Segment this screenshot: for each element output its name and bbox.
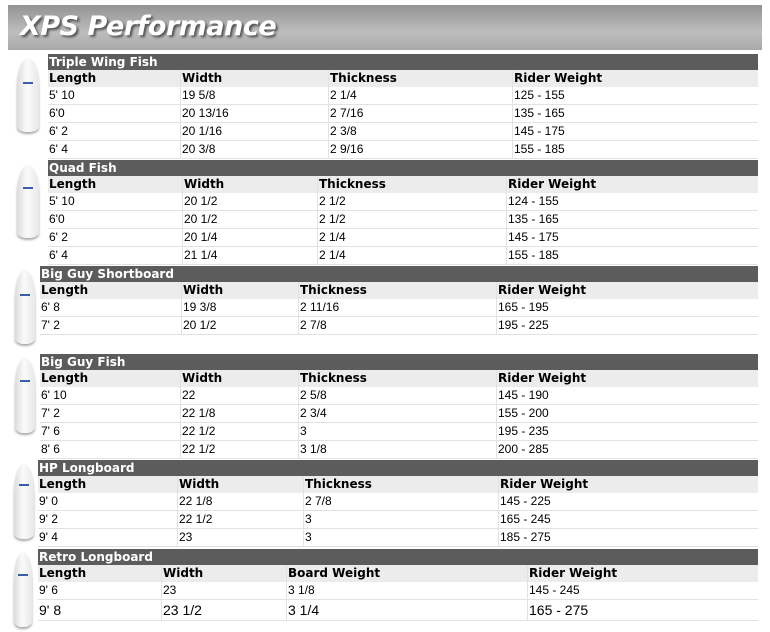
table-row — [48, 123, 758, 141]
table-cell: 20 1/16 — [180, 123, 328, 140]
table-cell: 145 - 175 — [512, 123, 758, 140]
table-cell: 3 1/8 — [298, 441, 496, 458]
table-cell: 6' 4 — [49, 248, 68, 262]
section-title: Retro Longboard — [38, 549, 758, 565]
table-cell: 165 - 245 — [498, 511, 758, 528]
table-cell: 9' 6 — [39, 583, 58, 597]
table-row — [48, 211, 758, 229]
column-header: Rider Weight — [512, 70, 758, 87]
column-header: Width — [180, 370, 298, 387]
column-header: Width — [180, 70, 328, 87]
table-cell: 2 7/8 — [303, 493, 498, 510]
table-cell: 195 - 225 — [496, 317, 758, 334]
table-cell: 2 3/8 — [328, 123, 512, 140]
table-cell: 20 1/2 — [182, 193, 317, 210]
column-header: Length — [49, 71, 97, 85]
table-cell: 155 - 185 — [512, 141, 758, 158]
table-cell: 21 1/4 — [182, 247, 317, 264]
table-cell: 2 1/2 — [317, 193, 506, 210]
table-cell: 22 1/2 — [177, 511, 303, 528]
table-cell: 155 - 200 — [496, 405, 758, 422]
surfboard-image — [14, 464, 34, 539]
column-header-row — [40, 282, 758, 299]
surfboard-image — [17, 165, 39, 238]
table-row — [40, 405, 758, 423]
column-header: Length — [39, 477, 87, 491]
table-cell: 195 - 235 — [496, 423, 758, 440]
table-cell: 2 11/16 — [298, 299, 496, 316]
column-header: Thickness — [298, 282, 496, 299]
column-header: Rider Weight — [506, 176, 758, 193]
table-cell: 145 - 225 — [498, 493, 758, 510]
table-cell: 6'0 — [49, 106, 65, 120]
table-cell: 3 — [303, 511, 498, 528]
table-row — [48, 247, 758, 265]
table-cell: 8' 6 — [41, 442, 60, 456]
table-cell: 22 1/2 — [180, 423, 298, 440]
table-cell: 20 1/4 — [182, 229, 317, 246]
table-cell: 9' 4 — [39, 530, 58, 544]
column-header: Thickness — [328, 70, 512, 87]
table-cell: 145 - 245 — [527, 582, 758, 599]
table-cell: 23 — [161, 582, 286, 599]
table-cell: 145 - 175 — [506, 229, 758, 246]
table-cell: 145 - 190 — [496, 387, 758, 404]
table-cell: 6' 2 — [49, 230, 68, 244]
table-cell: 6' 4 — [49, 142, 68, 156]
spec-table-quad-fish — [48, 160, 758, 265]
table-cell: 124 - 155 — [506, 193, 758, 210]
table-cell: 2 1/4 — [328, 87, 512, 104]
table-cell: 200 - 285 — [496, 441, 758, 458]
table-cell: 3 — [298, 423, 496, 440]
table-cell: 20 3/8 — [180, 141, 328, 158]
table-row — [40, 299, 758, 317]
table-cell: 2 1/4 — [317, 247, 506, 264]
table-cell: 22 — [180, 387, 298, 404]
column-header: Thickness — [317, 176, 506, 193]
table-cell: 165 - 275 — [527, 600, 758, 620]
section-title: Big Guy Fish — [40, 354, 758, 370]
table-cell: 7' 6 — [41, 424, 60, 438]
table-row — [38, 600, 758, 621]
table-cell: 3 — [303, 529, 498, 546]
table-cell: 5' 10 — [49, 194, 75, 208]
table-cell: 23 1/2 — [161, 600, 286, 620]
table-cell: 20 1/2 — [182, 211, 317, 228]
table-cell: 155 - 185 — [506, 247, 758, 264]
table-cell: 2 5/8 — [298, 387, 496, 404]
column-header: Rider Weight — [496, 370, 758, 387]
surfboard-image — [17, 58, 39, 132]
column-header: Thickness — [303, 476, 498, 493]
surfboard-image — [14, 552, 32, 627]
table-cell: 5' 10 — [49, 88, 75, 102]
table-row — [48, 193, 758, 211]
table-cell: 135 - 165 — [512, 105, 758, 122]
column-header: Width — [161, 565, 286, 582]
spec-table-retro-longboard — [38, 549, 758, 621]
column-header: Length — [41, 371, 89, 385]
table-row — [40, 441, 758, 459]
column-header-row — [48, 70, 758, 87]
table-row — [40, 423, 758, 441]
page-title: XPS Performance — [20, 11, 277, 42]
column-header: Rider Weight — [527, 565, 758, 582]
table-cell: 3 1/4 — [286, 600, 527, 620]
table-cell: 2 9/16 — [328, 141, 512, 158]
table-cell: 9' 8 — [39, 602, 62, 618]
section-title: HP Longboard — [38, 460, 758, 476]
table-cell: 20 1/2 — [181, 317, 298, 334]
table-cell: 22 1/8 — [177, 493, 303, 510]
column-header: Length — [41, 283, 89, 297]
table-cell: 6' 8 — [41, 300, 60, 314]
table-row — [48, 141, 758, 159]
surfboard-image — [15, 270, 35, 344]
spec-table-hp-longboard — [38, 460, 758, 547]
section-title: Triple Wing Fish — [48, 54, 758, 70]
table-row — [38, 529, 758, 547]
spec-table-big-guy-shortboard — [40, 266, 758, 335]
column-header-row — [38, 476, 758, 493]
table-row — [38, 493, 758, 511]
table-cell: 125 - 155 — [512, 87, 758, 104]
column-header: Width — [181, 282, 298, 299]
table-row — [40, 387, 758, 405]
table-row — [48, 87, 758, 105]
table-cell: 19 5/8 — [180, 87, 328, 104]
column-header-row — [40, 370, 758, 387]
table-row — [38, 511, 758, 529]
table-cell: 23 — [177, 529, 303, 546]
table-cell: 9' 0 — [39, 494, 58, 508]
table-cell: 3 1/8 — [286, 582, 527, 599]
table-cell: 7' 2 — [41, 406, 60, 420]
surfboard-image — [15, 358, 35, 433]
table-cell: 19 3/8 — [181, 299, 298, 316]
table-cell: 185 - 275 — [498, 529, 758, 546]
table-cell: 9' 2 — [39, 512, 58, 526]
table-cell: 6' 10 — [41, 388, 67, 402]
column-header: Width — [177, 476, 303, 493]
column-header: Thickness — [298, 370, 496, 387]
table-row — [38, 582, 758, 600]
table-cell: 6' 2 — [49, 124, 68, 138]
table-cell: 6'0 — [49, 212, 65, 226]
table-cell: 165 - 195 — [496, 299, 758, 316]
table-cell: 2 3/4 — [298, 405, 496, 422]
column-header: Width — [182, 176, 317, 193]
table-cell: 2 1/2 — [317, 211, 506, 228]
title-banner — [8, 5, 762, 50]
table-cell: 2 1/4 — [317, 229, 506, 246]
column-header: Rider Weight — [498, 476, 758, 493]
table-cell: 2 7/16 — [328, 105, 512, 122]
table-cell: 22 1/2 — [180, 441, 298, 458]
column-header-row — [48, 176, 758, 193]
table-cell: 20 13/16 — [180, 105, 328, 122]
column-header-row — [38, 565, 758, 582]
table-row — [48, 229, 758, 247]
column-header: Rider Weight — [496, 282, 758, 299]
section-title: Big Guy Shortboard — [40, 266, 758, 282]
spec-table-big-guy-fish — [40, 354, 758, 459]
column-header: Length — [49, 177, 97, 191]
table-cell: 135 - 165 — [506, 211, 758, 228]
table-cell: 7' 2 — [41, 318, 60, 332]
table-cell: 22 1/8 — [180, 405, 298, 422]
spec-table-triple-wing-fish — [48, 54, 758, 159]
column-header: Length — [39, 566, 87, 580]
table-row — [48, 105, 758, 123]
section-title: Quad Fish — [48, 160, 758, 176]
table-row — [40, 317, 758, 335]
table-cell: 2 7/8 — [298, 317, 496, 334]
column-header: Board Weight — [286, 565, 527, 582]
